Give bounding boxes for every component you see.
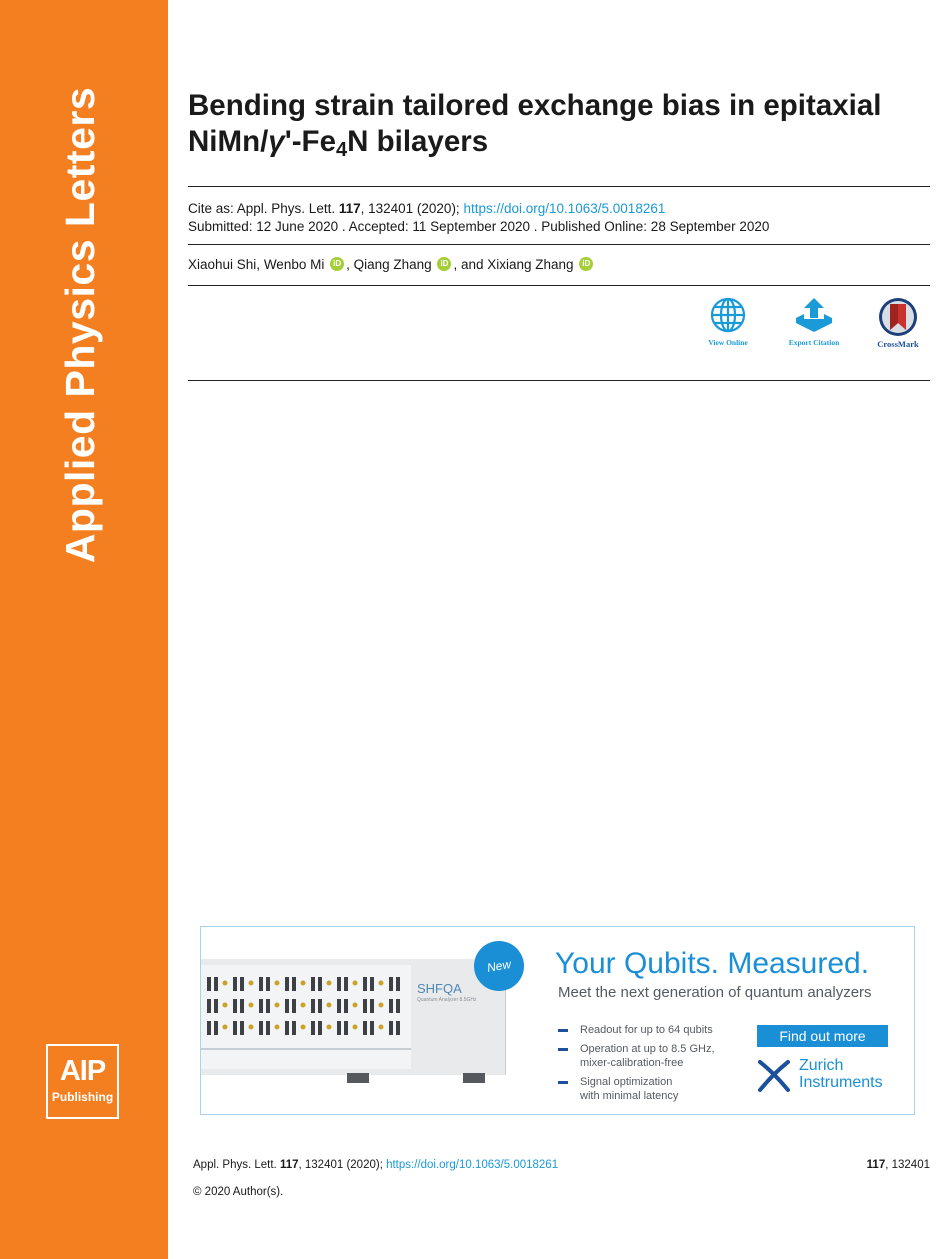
zurich-instruments-name: Zurich Instruments [799, 1057, 883, 1091]
footer-doi-link[interactable]: https://doi.org/10.1063/5.0018261 [386, 1159, 559, 1171]
footer-page-volume: 117 [866, 1159, 886, 1171]
title-text-1: Bending strain tailored exchange bias in epitaxial NiMn/ [188, 89, 882, 158]
device-front-panel [201, 965, 411, 1069]
ad-feature-list [558, 1023, 758, 1108]
author-list [188, 256, 595, 274]
author-name[interactable]: Wenbo Mi [263, 257, 325, 272]
footer-volume: 117 [279, 1159, 299, 1171]
device-foot [463, 1073, 485, 1083]
zurich-x-icon [757, 1059, 791, 1093]
ad-subhead: Meet the next generation of quantum analyzers [558, 984, 872, 1001]
divider [188, 186, 930, 187]
crossmark-label: CrossMark [877, 339, 919, 349]
crossmark-icon [877, 296, 919, 338]
article-title [188, 88, 928, 160]
crossmark-button[interactable] [856, 296, 940, 349]
connector-grid-icon [201, 965, 411, 1069]
device-sublabel: Quantum Analyzer 8.5GHz [417, 997, 477, 1003]
cite-volume: 117 [338, 201, 361, 216]
export-citation-label: Export Citation [788, 338, 840, 347]
cite-as [188, 200, 665, 218]
orcid-icon[interactable]: iD [330, 257, 344, 271]
orcid-icon[interactable]: iD [437, 257, 451, 271]
journal-sidebar [0, 0, 168, 1259]
cite-prefix: Cite as: Appl. Phys. Lett. [188, 201, 339, 216]
publication-dates: Submitted: 12 June 2020 . Accepted: 11 September 2020 . Published Online: 28 September 2020 [188, 219, 770, 234]
title-text-3: N bilayers [347, 125, 489, 158]
device-label: SHFQA [417, 981, 462, 996]
view-online-label: View Online [708, 338, 748, 347]
cite-rest: , 132401 (2020); [360, 201, 464, 216]
view-online-button[interactable] [686, 296, 770, 347]
divider [188, 285, 930, 286]
footer-cite-prefix: Appl. Phys. Lett. [193, 1159, 280, 1171]
footer-cite-rest: , 132401 (2020); [298, 1159, 387, 1171]
footer-page-num: , 132401 [885, 1159, 930, 1171]
copyright-notice: © 2020 Author(s). [193, 1186, 284, 1198]
new-badge: New [470, 937, 528, 995]
footer-citation [193, 1158, 558, 1172]
title-gamma: γ [268, 125, 285, 158]
advertisement-banner[interactable] [200, 926, 915, 1115]
author-name[interactable]: , Qiang Zhang [346, 257, 432, 272]
orcid-icon[interactable]: iD [579, 257, 593, 271]
title-text-2: '-Fe [284, 125, 336, 158]
logo-bottom-text: Publishing [51, 1090, 114, 1104]
ad-feature-item: Readout for up to 64 qubits [558, 1023, 758, 1037]
title-subscript: 4 [335, 139, 348, 161]
zurich-instruments-logo [757, 1057, 907, 1093]
divider [188, 380, 930, 381]
device-image [201, 959, 506, 1075]
export-icon [793, 296, 835, 334]
logo-top-text: AIP [59, 1055, 106, 1087]
device-foot [347, 1073, 369, 1083]
aip-publishing-logo [46, 1044, 119, 1119]
divider [188, 244, 930, 245]
find-out-more-button[interactable]: Find out more [757, 1025, 888, 1047]
author-name[interactable]: , and Xixiang Zhang [453, 257, 574, 272]
ad-feature-item: Operation at up to 8.5 GHz, mixer-calibration-free [558, 1042, 758, 1070]
ad-feature-item: Signal optimization with minimal latency [558, 1075, 758, 1103]
globe-icon [709, 296, 747, 334]
journal-name: Applied Physics Letters [57, 86, 103, 564]
doi-link[interactable]: https://doi.org/10.1063/5.0018261 [463, 201, 666, 216]
author-name[interactable]: Xiaohui Shi, [188, 257, 264, 272]
footer-page-number [700, 1158, 930, 1172]
export-citation-button[interactable] [772, 296, 856, 347]
ad-headline: Your Qubits. Measured. [555, 947, 870, 980]
